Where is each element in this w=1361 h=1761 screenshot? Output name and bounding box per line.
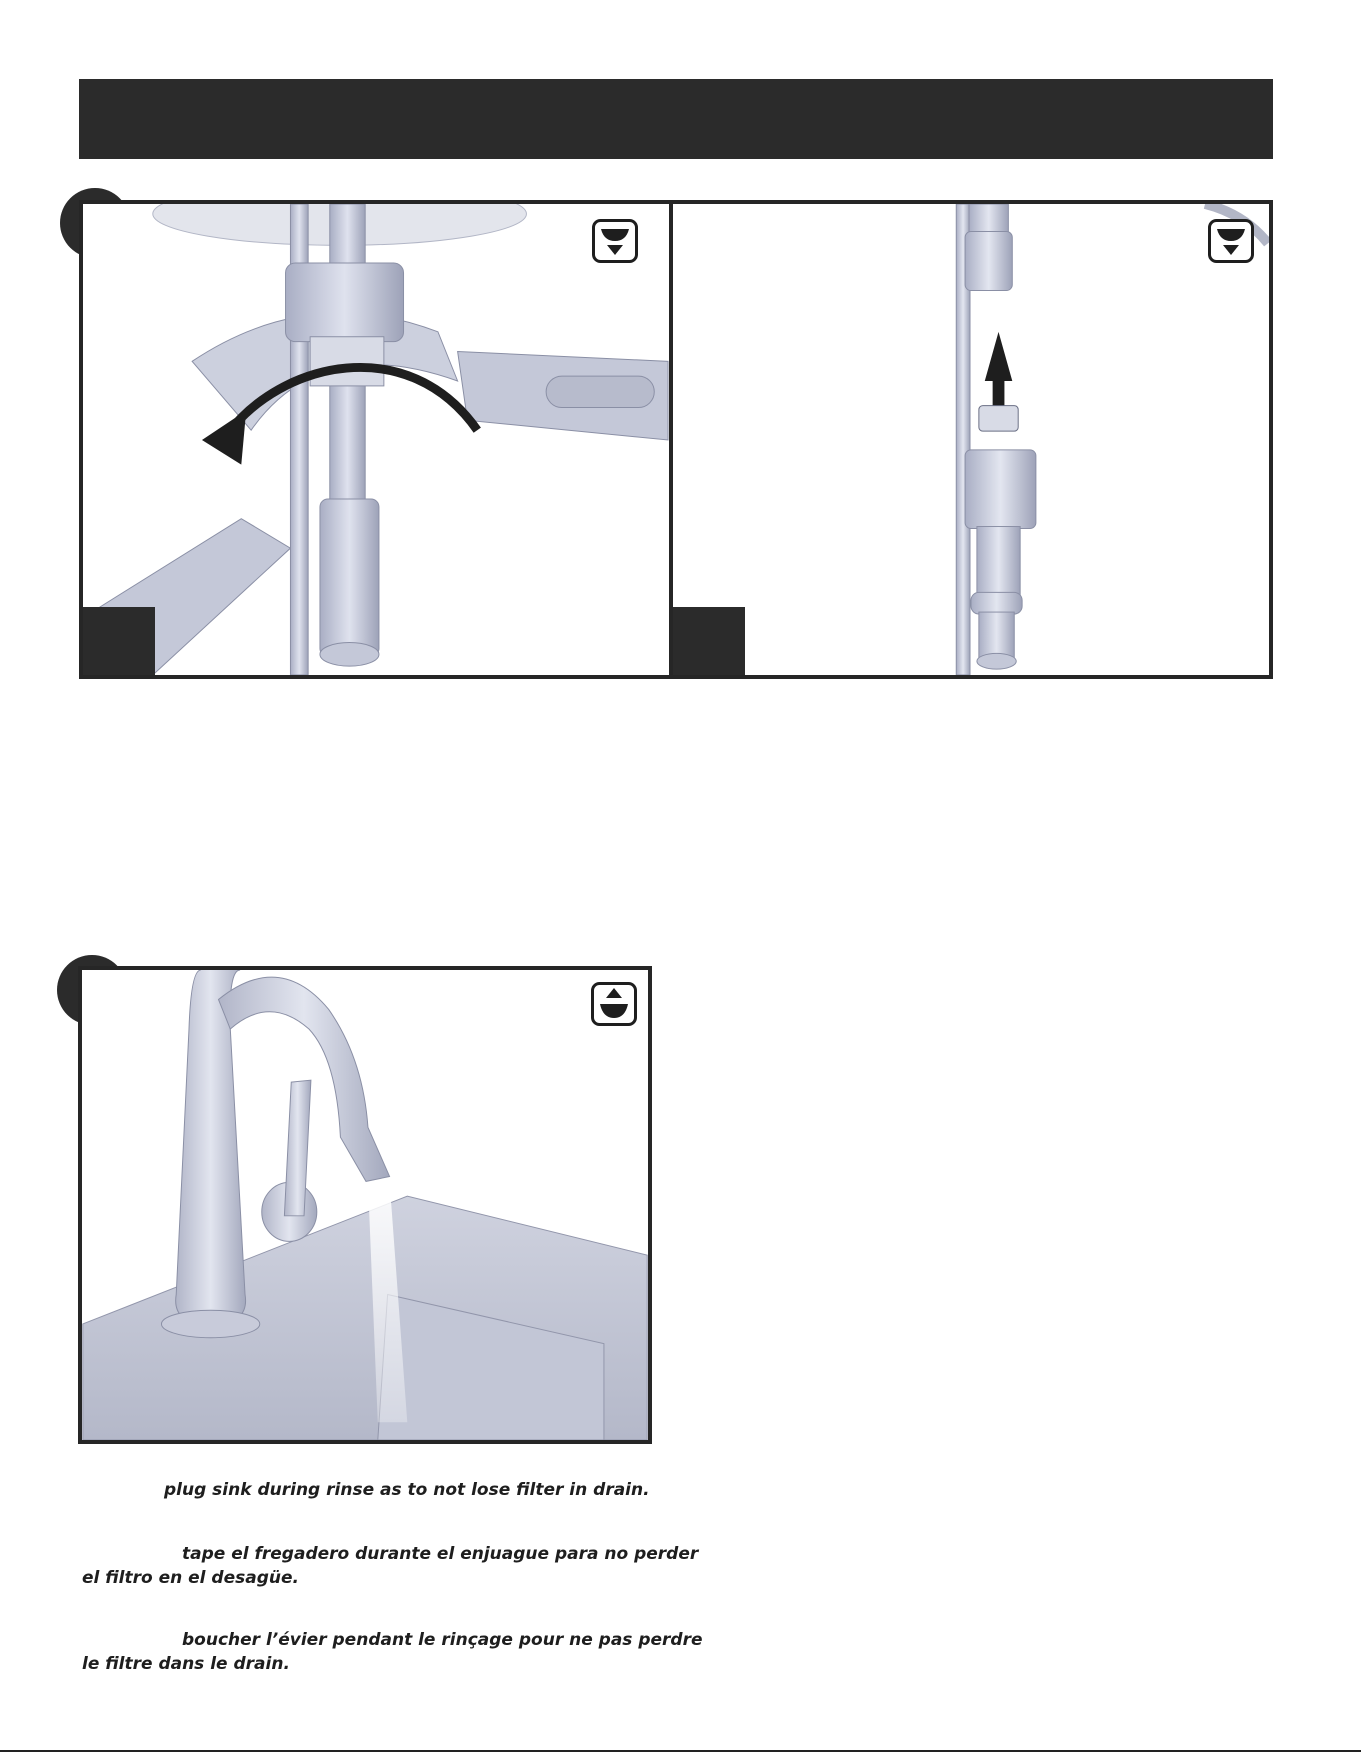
step-2-panel-illustration — [78, 966, 652, 1444]
step-1-panel-a-illustration — [79, 200, 673, 679]
step-1-panel-b-illustration — [669, 200, 1273, 679]
rinse-note-english: plug sink during rinse as to not lose filter in drain. — [164, 1480, 650, 1500]
remove-icon — [1208, 219, 1254, 263]
faucet-rinse-illustration — [82, 970, 648, 1440]
install-icon — [591, 982, 637, 1026]
remove-icon — [592, 219, 638, 263]
rinse-note-spanish: tape el fregadero durante el enjuague para no perder el filtro en el desagüe. — [82, 1544, 699, 1588]
filter-cartridge-removal-illustration — [673, 204, 1269, 675]
step-1a-label-box — [83, 607, 155, 675]
wrench-loosening-nut-illustration — [83, 204, 669, 675]
rinse-note-french: boucher l’évier pendant le rinçage pour ne pas perdre le filtre dans le drain. — [82, 1630, 703, 1674]
section-header-bar — [79, 79, 1273, 159]
page-bottom-rule — [0, 1750, 1361, 1752]
step-1b-label-box — [673, 607, 745, 675]
